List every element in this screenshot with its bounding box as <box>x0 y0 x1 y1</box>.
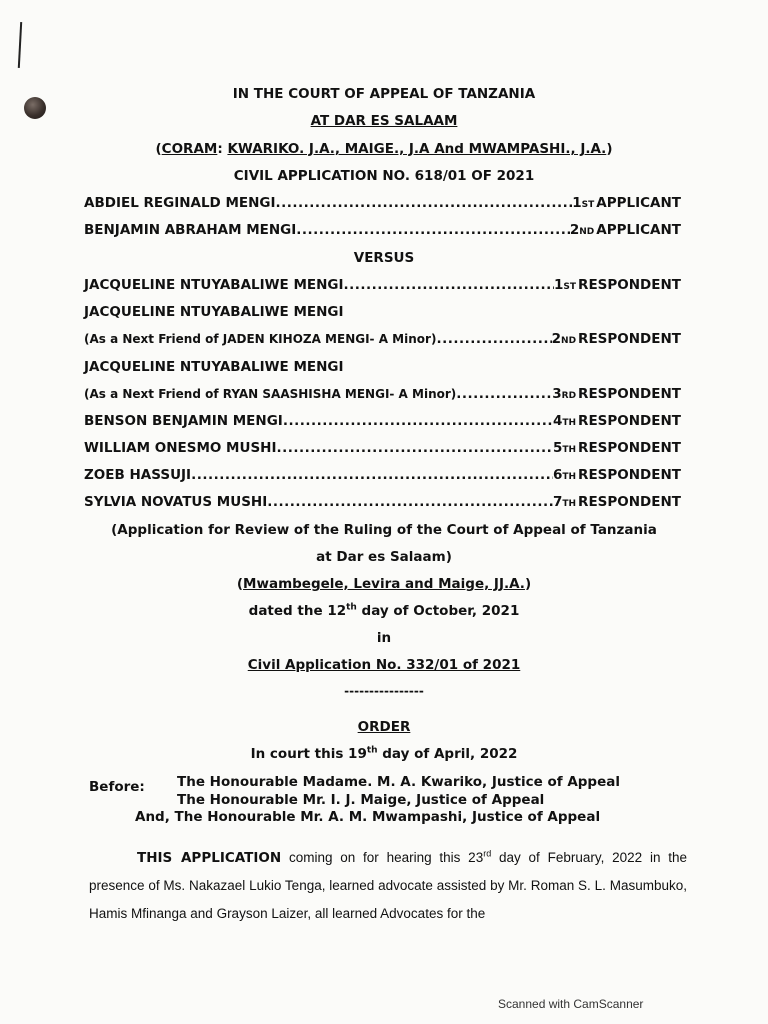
review-line-2: at Dar es Salaam) <box>316 549 452 565</box>
court-location: AT DAR ES SALAAM <box>310 113 458 129</box>
respondent-5: WILLIAM ONESMO MUSHI ..... 5 TH RESPONDENT <box>84 440 681 456</box>
review-in: in <box>376 630 392 646</box>
order-court-date: In court this 19th day of April, 2022 <box>250 745 518 762</box>
respondent-7: SYLVIA NOVATUS MUSHI ..... 7 TH RESPONDENT <box>84 494 681 510</box>
respondent-2: (As a Next Friend of JADEN KIHOZA MENGI- A Minor) ..... 2 ND RESPONDENT <box>84 331 681 347</box>
versus: VERSUS <box>353 250 415 266</box>
review-line-1: (Application for Review of the Ruling of the Court of Appeal of Tanzania <box>111 522 657 538</box>
judge-3: And, The Honourable Mr. A. M. Mwampashi, Justice of Appeal <box>135 809 601 825</box>
order-title: ORDER <box>357 719 411 735</box>
scanner-watermark: Scanned with CamScanner <box>498 997 644 1011</box>
before-label: Before: <box>89 779 145 795</box>
coram: (CORAM: KWARIKO. J.A., MAIGE., J.A And MWAMPASHI., J.A.) <box>155 141 613 157</box>
application-number: CIVIL APPLICATION NO. 618/01 OF 2021 <box>233 168 535 184</box>
scan-artifact-line <box>18 22 22 68</box>
respondent-2-name: JACQUELINE NTUYABALIWE MENGI <box>84 304 344 320</box>
applicant-2: BENJAMIN ABRAHAM MENGI ..... 2 ND APPLICANT <box>84 222 681 238</box>
review-panel: (Mwambegele, Levira and Maige, JJ.A.) <box>236 576 532 592</box>
applicant-1: ABDIEL REGINALD MENGI ..... 1 ST APPLICANT <box>84 195 681 211</box>
review-dated: dated the 12th day of October, 2021 <box>248 602 520 619</box>
respondent-1: JACQUELINE NTUYABALIWE MENGI ..... 1 ST RESPONDENT <box>84 277 681 293</box>
separator: ---------------- <box>344 684 424 698</box>
court-title: IN THE COURT OF APPEAL OF TANZANIA <box>232 86 536 102</box>
respondent-3-name: JACQUELINE NTUYABALIWE MENGI <box>84 359 344 375</box>
respondent-6: ZOEB HASSUJI ..... 6 TH RESPONDENT <box>84 467 681 483</box>
body-paragraph: THIS APPLICATION coming on for hearing this 23rd day of February, 2022 in the presence of Ms. Nakazael Lukio Tenga, learned advocate assisted by Mr. Roman S. L. Masumbuko, Hamis Mfinanga and Grayson Laizer, all learned Advocates for the <box>89 848 687 921</box>
civil-application-ref: Civil Application No. 332/01 of 2021 <box>247 657 521 673</box>
respondent-4: BENSON BENJAMIN MENGI ..... 4 TH RESPONDENT <box>84 413 681 429</box>
judge-2: The Honourable Mr. I. J. Maige, Justice of Appeal <box>177 792 545 808</box>
judge-1: The Honourable Madame. M. A. Kwariko, Justice of Appeal <box>177 774 620 790</box>
respondent-3: (As a Next Friend of RYAN SAASHISHA MENGI- A Minor) ..... 3 RD RESPONDENT <box>84 386 681 402</box>
